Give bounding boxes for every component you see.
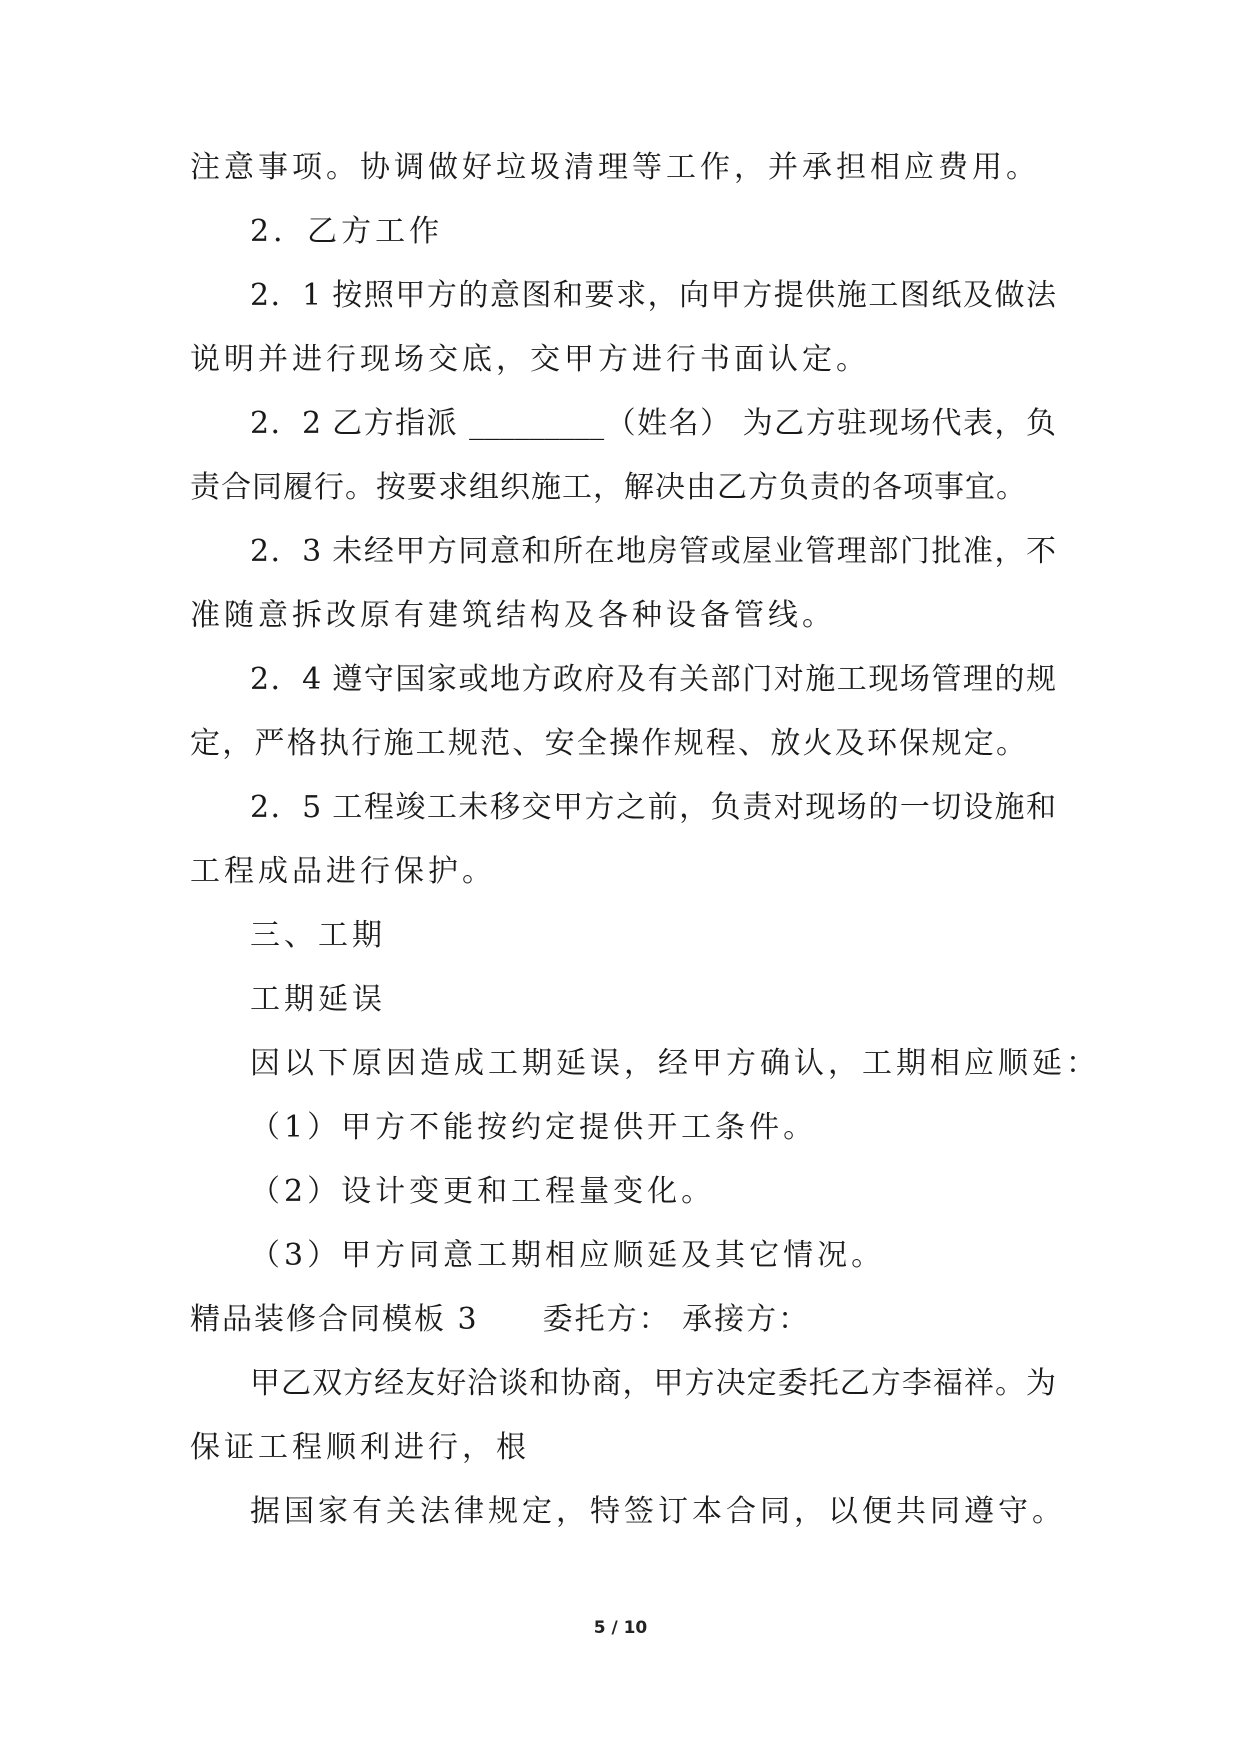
list-item: （1）甲方不能按约定提供开工条件。: [250, 1110, 818, 1145]
text-line: 2．3 未经甲方同意和所在地房管或屋业管理部门批准，不: [250, 534, 1056, 569]
text-line: 2．5 工程竣工未移交甲方之前，负责对现场的一切设施和: [250, 790, 1056, 825]
section-heading: 三、工期: [250, 918, 386, 953]
text-line: 注意事项。协调做好垃圾清理等工作，并承担相应费用。: [190, 150, 1040, 185]
text-line: 2．4 遵守国家或地方政府及有关部门对施工现场管理的规: [250, 662, 1056, 697]
section-heading: 2．乙方工作: [250, 214, 444, 249]
text-line: 甲乙双方经友好洽谈和协商，甲方决定委托乙方李福祥。为: [250, 1366, 1056, 1401]
text-line: 因以下原因造成工期延误，经甲方确认，工期相应顺延：: [250, 1046, 1100, 1081]
text-line: 据国家有关法律规定，特签订本合同，以便共同遵守。: [250, 1494, 1066, 1529]
text-line: 工程成品进行保护。: [190, 854, 496, 889]
text-line: 责合同履行。按要求组织施工，解决由乙方负责的各项事宜。: [190, 470, 1026, 505]
text-line: 2．2 乙方指派 _________（姓名） 为乙方驻现场代表，负: [250, 406, 1056, 441]
contract-title: 精品装修合同模板 3 委托方： 承接方：: [190, 1302, 811, 1337]
page-number: 5 / 10: [593, 1618, 648, 1638]
text-line: 2．1 按照甲方的意图和要求，向甲方提供施工图纸及做法: [250, 278, 1056, 313]
text-line: 准随意拆改原有建筑结构及各种设备管线。: [190, 598, 836, 633]
text-line: 保证工程顺利进行，根: [190, 1430, 530, 1465]
list-item: （2）设计变更和工程量变化。: [250, 1174, 716, 1209]
subsection-heading: 工期延误: [250, 982, 386, 1017]
list-item: （3）甲方同意工期相应顺延及其它情况。: [250, 1238, 886, 1273]
text-line: 定，严格执行施工规范、安全操作规程、放火及环保规定。: [190, 726, 1026, 761]
text-line: 说明并进行现场交底，交甲方进行书面认定。: [190, 342, 870, 377]
